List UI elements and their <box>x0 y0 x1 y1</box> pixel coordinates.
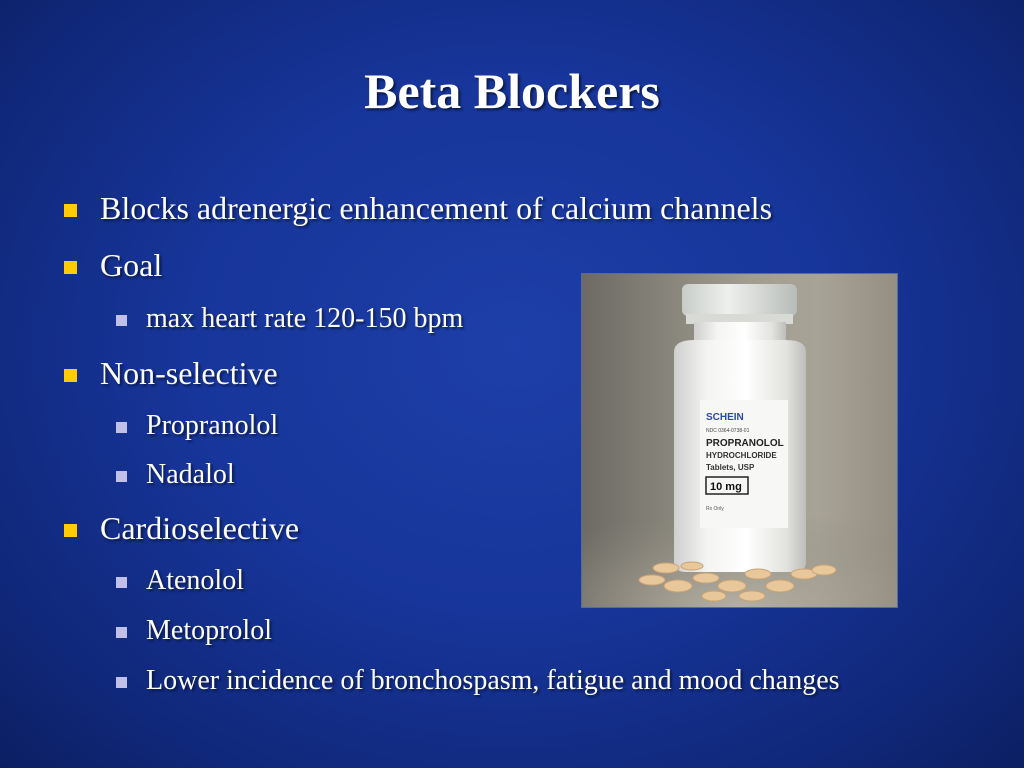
slide-title: Beta Blockers <box>364 63 660 119</box>
propranolol-bottle-photo <box>581 273 898 608</box>
bullet-marker <box>64 369 77 382</box>
sub-bullet-item: max heart rate 120-150 bpm <box>146 303 464 334</box>
bullet-item: Cardioselective <box>100 510 300 546</box>
sub-bullet-item: Lower incidence of bronchospasm, fatigue and mood changes <box>146 665 840 696</box>
sub-bullet-marker <box>116 471 127 482</box>
bullet-marker <box>64 204 77 217</box>
label-brand: SCHEIN <box>706 412 744 423</box>
bullet-item: Blocks adrenergic enhancement of calcium channels <box>100 190 773 226</box>
bullet-item: Goal <box>100 247 163 283</box>
bullet-marker <box>64 261 77 274</box>
sub-bullet-item: Propranolol <box>146 410 279 441</box>
label-salt: HYDROCHLORIDE <box>706 451 777 460</box>
label-strength: 10 mg <box>710 481 742 493</box>
pill-bottle-illustration <box>582 274 897 607</box>
bullet-item: Non-selective <box>100 355 278 391</box>
sub-bullet-item: Nadalol <box>146 459 235 490</box>
label-form: Tablets, USP <box>706 463 755 472</box>
bullet-marker <box>64 524 77 537</box>
label-drug-name: PROPRANOLOL <box>706 438 784 449</box>
sub-bullet-marker <box>116 422 127 433</box>
sub-bullet-marker <box>116 627 127 638</box>
label-ndc: NDC 0364-0738-01 <box>706 428 750 434</box>
sub-bullet-marker <box>116 315 127 326</box>
sub-bullet-marker <box>116 577 127 588</box>
sub-bullet-marker <box>116 677 127 688</box>
label-rx: Rx Only <box>706 506 724 512</box>
sub-bullet-item: Metoprolol <box>146 615 272 646</box>
sub-bullet-item: Atenolol <box>146 565 244 596</box>
